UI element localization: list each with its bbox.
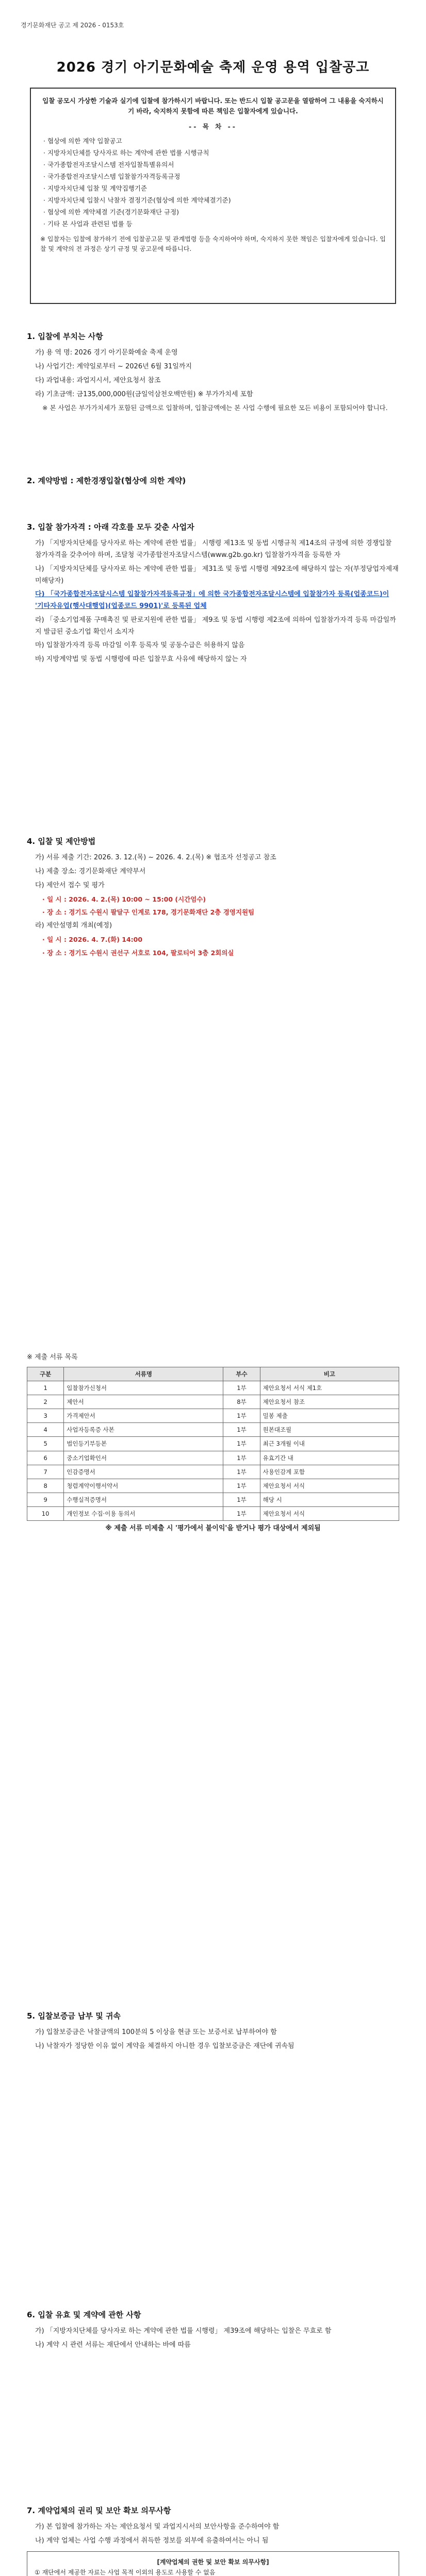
table-cell: 입찰참가신청서 <box>64 1381 223 1395</box>
table-cell: 밀봉 제출 <box>260 1409 399 1423</box>
section-3-line: 바) 지방계약법 및 동법 시행령에 따른 입찰무효 사유에 해당하지 않는 자 <box>35 655 247 663</box>
table-row <box>27 1479 399 1493</box>
table-row <box>27 1381 399 1395</box>
table-cell: 6 <box>27 1451 64 1465</box>
document-table-section <box>27 1350 399 1537</box>
table-cell: 제안요청서 참조 <box>260 1395 399 1409</box>
security-box <box>27 2551 399 2576</box>
table-cell: 10 <box>27 1507 64 1521</box>
section-4-line: 라) 제안설명회 개최(예정) <box>35 922 112 930</box>
announcement-number: 경기문화재단 공고 제 2026 - 0153호 <box>21 22 124 29</box>
table-cell: 제안요청서 서식 제1호 <box>260 1381 399 1395</box>
summary-list <box>40 136 386 229</box>
table-cell: 1부 <box>223 1423 260 1437</box>
summary-item: · 지방자치단체를 당사자로 하는 계약에 관한 법률 시행규칙 <box>43 149 209 157</box>
table-footnote: ※ 제출 서류 미제출 시 '평가에서 불이익'을 받거나 평가 대상에서 제외됨 <box>105 1524 321 1533</box>
summary-item: · 기타 본 사업과 관련된 법률 등 <box>43 220 133 228</box>
section-1-line: 가) 용 역 명: 2026 경기 아기문화예술 축제 운영 <box>35 349 178 357</box>
section-7-line: 나) 계약 업체는 사업 수행 과정에서 취득한 정보를 외부에 유출하여서는 아니 됨 <box>35 2537 269 2545</box>
summary-toc-title: -- 목 차 -- <box>189 123 237 130</box>
table-row <box>27 1409 399 1423</box>
table-cell: 해당 시 <box>260 1493 399 1506</box>
table-cell: 1부 <box>223 1437 260 1451</box>
table-cell: 1 <box>27 1381 64 1395</box>
section-1-heading: 1. 입찰에 부치는 사항 <box>27 332 103 341</box>
summary-item: · 지방자치단체 입찰시 낙찰자 결정기준(협상에 의한 계약체결기준) <box>43 196 231 204</box>
table-cell: 개인정보 수집·이용 동의서 <box>64 1507 223 1521</box>
table-cell: 청렴계약이행서약서 <box>64 1479 223 1493</box>
section-3-line: 다) 「국가종합전자조달시스템 입찰참가자격등록규정」에 의한 국가종합전자조달시스템에 입찰참가자 등록(업종코드)이 '기타자유업(행사대행업)(업종코드 9901)'로 등록된 업체 <box>35 590 389 610</box>
table-cell: 가격제안서 <box>64 1409 223 1423</box>
summary-item: · 협상에 의한 계약 입찰공고 <box>43 137 122 145</box>
table-cell: 8 <box>27 1479 64 1493</box>
table-cell: 4 <box>27 1423 64 1437</box>
table-row <box>27 1451 399 1465</box>
section-6-heading: 6. 입찰 유효 및 계약에 관한 사항 <box>27 2310 141 2319</box>
section-2-heading: 2. 계약방법 : 제한경쟁입찰(협상에 의한 계약) <box>27 476 186 485</box>
section-3-line: 마) 입찰참가자격 등록 마감일 이후 등록자 및 공동수급은 허용하지 않음 <box>35 641 245 650</box>
table-cell: 제안요청서 서식 <box>260 1507 399 1521</box>
section-4-heading: 4. 입찰 및 제안방법 <box>27 837 96 846</box>
section-4-line: · 장 소 : 경기도 수원시 권선구 서호로 104, 팔로티어 3층 2회의실 <box>42 948 234 957</box>
table-header-cell: 서류명 <box>64 1367 223 1381</box>
table-cell: 법인등기부등본 <box>64 1437 223 1451</box>
section-1 <box>27 330 399 416</box>
section-7-line: 가) 본 입찰에 참가하는 자는 제안요청서 및 과업지시서의 보안사항을 준수하여야 함 <box>35 2523 280 2531</box>
table-cell: 제안서 <box>64 1395 223 1409</box>
table-row <box>27 1493 399 1506</box>
table-header-cell: 부수 <box>223 1367 260 1381</box>
section-5-heading: 5. 입찰보증금 납부 및 귀속 <box>27 2011 121 2021</box>
summary-item: · 지방자치단체 입찰 및 계약집행기준 <box>43 184 147 192</box>
section-4 <box>27 835 399 961</box>
section-3-line: 나) 「지방자치단체를 당사자로 하는 계약에 관한 법률」 제31조 및 동법 시행령 제92조에 해당하지 않는 자(부정당업자제재 미해당자) <box>35 565 399 585</box>
section-6-line: 가) 「지방자치단체를 당사자로 하는 계약에 관한 법률 시행령」 제39조에 해당하는 입찰은 무효로 함 <box>35 2327 332 2335</box>
table-cell: 5 <box>27 1437 64 1451</box>
table-cell: 1부 <box>223 1465 260 1479</box>
table-cell: 1부 <box>223 1479 260 1493</box>
table-body <box>27 1381 399 1520</box>
document-table <box>27 1367 399 1521</box>
summary-item: · 국가종합전자조달시스템 입찰참가자격등록규정 <box>43 173 181 180</box>
section-4-line: 다) 제안서 접수 및 평가 <box>35 881 105 889</box>
table-cell: 1부 <box>223 1451 260 1465</box>
section-2 <box>27 474 399 492</box>
summary-item: · 협상에 의한 계약체결 기준(경기문화재단 규정) <box>43 208 179 216</box>
summary-box <box>30 88 396 304</box>
table-cell: 7 <box>27 1465 64 1479</box>
table-cell: 1부 <box>223 1381 260 1395</box>
section-5 <box>27 2009 399 2055</box>
table-cell: 1부 <box>223 1507 260 1521</box>
table-cell: 1부 <box>223 1493 260 1506</box>
section-4-line: 가) 서류 제출 기간: 2026. 3. 12.(목) ~ 2026. 4. 2.(목) ※ 협조자 선정공고 참조 <box>35 854 276 862</box>
table-cell: 사업자등록증 사본 <box>64 1423 223 1437</box>
section-7 <box>27 2504 399 2576</box>
document-title: 2026 경기 아기문화예술 축제 운영 용역 입찰공고 <box>56 60 370 75</box>
table-header-cell: 비고 <box>260 1367 399 1381</box>
section-5-line: 가) 입찰보증금은 낙찰금액의 100분의 5 이상을 현금 또는 보증서로 납부하여야 함 <box>35 2028 277 2037</box>
table-row <box>27 1437 399 1451</box>
section-3 <box>27 520 399 668</box>
table-row <box>27 1423 399 1437</box>
table-cell: 1부 <box>223 1409 260 1423</box>
table-cell: 최근 3개월 이내 <box>260 1437 399 1451</box>
section-1-line: 라) 기초금액: 금135,000,000원(금일억삼천오백만원) ※ 부가가치세 포함 <box>35 390 253 398</box>
section-4-line: · 일 시 : 2026. 4. 2.(목) 10:00 ~ 15:00 (시간엄수) <box>42 895 206 903</box>
table-cell: 중소기업확인서 <box>64 1451 223 1465</box>
section-4-line: 나) 제출 장소: 경기문화재단 계약부서 <box>35 868 146 875</box>
table-row <box>27 1395 399 1409</box>
section-4-line: · 일 시 : 2026. 4. 7.(화) 14:00 <box>42 936 143 943</box>
table-cell: 9 <box>27 1493 64 1506</box>
table-cell: 수행실적증명서 <box>64 1493 223 1506</box>
section-3-heading: 3. 입찰 참가자격 : 아래 각호를 모두 갖춘 사업자 <box>27 522 194 532</box>
section-6-line: 나) 계약 시 관련 서류는 재단에서 안내하는 바에 따름 <box>35 2341 191 2349</box>
security-box-line: ① 재단에서 제공한 자료는 사업 목적 이외의 용도로 사용할 수 없음 <box>35 2569 216 2576</box>
table-cell: 사용인감계 포함 <box>260 1465 399 1479</box>
table-cell: 원본대조필 <box>260 1423 399 1437</box>
section-5-line: 나) 낙찰자가 정당한 이유 없이 계약을 체결하지 아니한 경우 입찰보증금은 재단에 귀속됨 <box>35 2042 294 2050</box>
table-cell: 유효기간 내 <box>260 1451 399 1465</box>
table-caption: ※ 제출 서류 목록 <box>27 1353 78 1361</box>
section-1-line: 다) 과업내용: 과업지시서, 제안요청서 참조 <box>35 376 161 384</box>
section-7-heading: 7. 계약업체의 권리 및 보안 확보 의무사항 <box>27 2506 171 2515</box>
table-cell: 2 <box>27 1395 64 1409</box>
table-cell: 제안요청서 서식 <box>260 1479 399 1493</box>
section-3-line: 라) 「중소기업제품 구매촉진 및 판로지원에 관한 법률」 제9조 및 동법 시행령 제2조에 의하여 입찰참가자격 등록 마감일까지 발급된 중소기업 확인서 소지자 <box>35 616 396 636</box>
section-3-line: 가) 「지방자치단체를 당사자로 하는 계약에 관한 법률」 시행령 제13조 및 동법 시행규칙 제14조의 규정에 의한 경쟁입찰 참가자격을 갖추어야 하며, 조달청 국가종합전자조달시스템(www.g2b.go.kr) 입찰참가자격을 등록한 자 <box>35 539 392 559</box>
table-header-cell: 구분 <box>27 1367 64 1381</box>
section-1-line: 나) 사업기간: 계약일로부터 ~ 2026년 6월 31일까지 <box>35 363 192 370</box>
table-row <box>27 1507 399 1521</box>
section-4-line: · 장 소 : 경기도 수원시 팔달구 인계로 178, 경기문화재단 2층 경영지원팀 <box>42 908 255 917</box>
table-cell: 3 <box>27 1409 64 1423</box>
summary-lead: 입찰 공모시 가상한 기술과 실기에 입찰에 참가하시기 바랍니다. 또는 반드시 입찰 공고문을 열람하여 그 내용을 숙지하시기 바라, 숙지하지 못함에 따른 책임은 입찰자에게 있습니다. <box>42 97 384 115</box>
table-header-row <box>27 1367 399 1381</box>
summary-item: · 국가종합전자조달시스템 전자입찰특별유의서 <box>43 161 174 168</box>
section-1-note: ※ 본 사업은 부가가치세가 포함된 금액으로 입찰하며, 입찰금액에는 본 사업 수행에 필요한 모든 비용이 포함되어야 합니다. <box>42 404 388 412</box>
table-cell: 8부 <box>223 1395 260 1409</box>
summary-note: ※ 입찰자는 입찰에 참가하기 전에 입찰공고문 및 관계법령 등을 숙지하여야 하며, 숙지하지 못한 책임은 입찰자에게 있습니다. 입찰 및 계약의 전 과정은 상기 규정 및 공고문에 따릅니다. <box>40 235 386 253</box>
security-box-title: [계약업체의 권한 및 보안 확보 의무사항] <box>157 2558 269 2566</box>
table-row <box>27 1465 399 1479</box>
section-6 <box>27 2308 399 2353</box>
table-cell: 인감증명서 <box>64 1465 223 1479</box>
